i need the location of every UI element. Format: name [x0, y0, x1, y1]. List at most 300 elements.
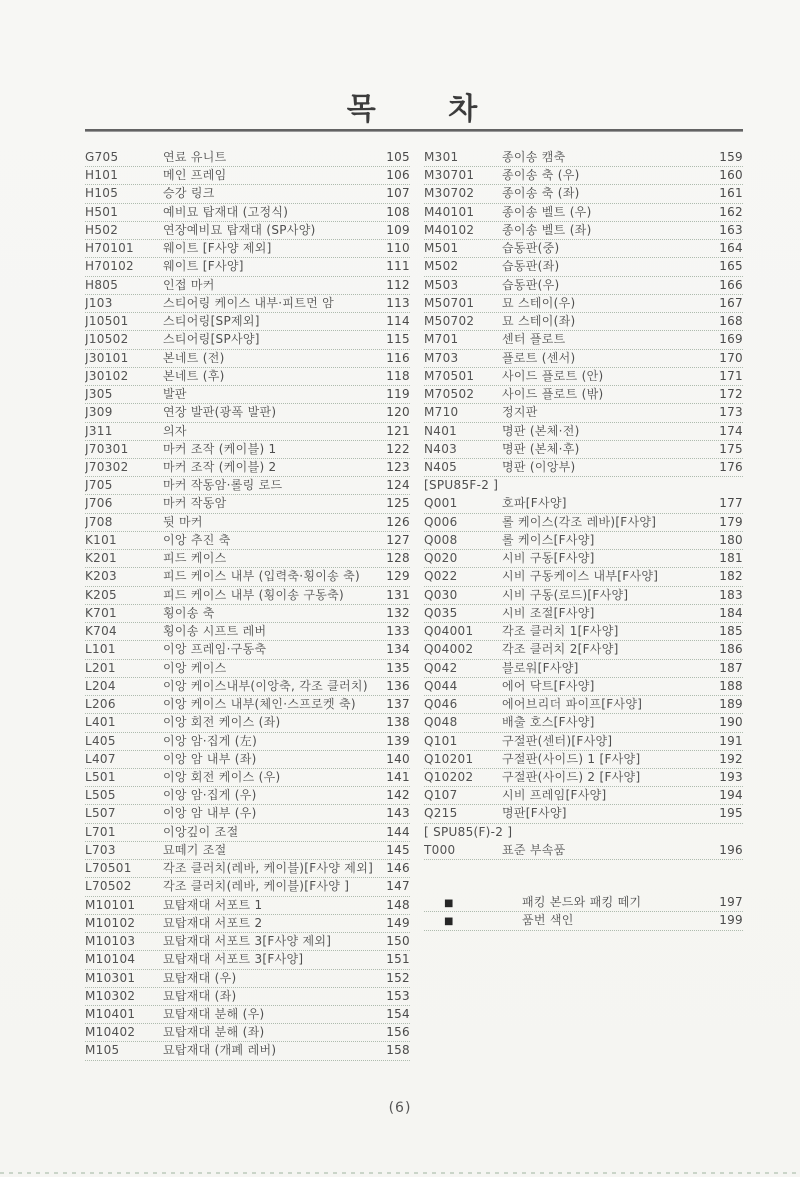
toc-entry [424, 678, 743, 696]
entry-page-number: 196 [719, 842, 743, 857]
entry-page-number: 119 [386, 387, 410, 402]
entry-page-number: 146 [386, 861, 410, 876]
entry-title: 습동판(좌) [502, 259, 560, 274]
toc-entry [85, 733, 410, 751]
entry-title: 묘 스테이(우) [502, 295, 576, 310]
entry-code: K701 [85, 605, 117, 620]
entry-page-number: 171 [719, 368, 743, 383]
toc-entry [424, 912, 743, 930]
entry-page-number: 111 [386, 259, 410, 274]
entry-title: 연장 발판(광폭 발판) [163, 405, 277, 420]
entry-code: H70101 [85, 241, 134, 256]
entry-page-number: 185 [719, 624, 743, 639]
entry-page-number: 160 [719, 168, 743, 183]
entry-code: Q030 [424, 587, 458, 602]
entry-page-number: 181 [719, 551, 743, 566]
entry-code: K201 [85, 551, 117, 566]
entry-page-number: 129 [386, 569, 410, 584]
entry-title: 시비 조절[F사양] [502, 605, 595, 620]
entry-page-number: 183 [719, 587, 743, 602]
toc-entry [424, 623, 743, 641]
entry-title: 묘떼기 조절 [163, 842, 227, 857]
entry-page-number: 112 [386, 277, 410, 292]
entry-page-number: 141 [386, 769, 410, 784]
entry-page-number: 192 [719, 751, 743, 766]
toc-entry [424, 495, 743, 513]
entry-code: M70501 [424, 368, 475, 383]
entry-title: 이앙 암·집게 (左) [163, 733, 258, 748]
entry-code: H101 [85, 168, 119, 183]
entry-code: M105 [85, 1043, 120, 1058]
entry-code: L407 [85, 751, 116, 766]
entry-title: 인접 마커 [163, 277, 215, 292]
entry-code: J103 [85, 295, 113, 310]
toc-entry [85, 568, 410, 586]
entry-page-number: 108 [386, 204, 410, 219]
entry-code: J706 [85, 496, 113, 511]
entry-title: 이앙 케이스 내부(체인·스프로켓 축) [163, 697, 356, 712]
entry-title: 이앙깊이 조절 [163, 824, 239, 839]
entry-title: 롤 케이스[F사양] [502, 532, 595, 547]
entry-page-number: 167 [719, 295, 743, 310]
entry-code: J70301 [85, 441, 129, 456]
toc-entry [424, 459, 743, 477]
toc-entry [85, 824, 410, 842]
entry-title: [ SPU85(F)-2 ] [424, 824, 513, 839]
entry-title: 구절판(사이드) 2 [F사양] [502, 769, 641, 784]
toc-entry [424, 842, 743, 860]
entry-code: Q042 [424, 660, 458, 675]
page-number: (6) [388, 1100, 412, 1116]
entry-code: M703 [424, 350, 459, 365]
entry-title: 뒷 마커 [163, 514, 203, 529]
toc-entry [85, 204, 410, 222]
entry-code: J705 [85, 478, 113, 493]
entry-title: 시비 구동케이스 내부[F사양] [502, 569, 659, 584]
entry-page-number: 179 [719, 514, 743, 529]
entry-title: 구절판(사이드) 1 [F사양] [502, 751, 641, 766]
entry-code: Q008 [424, 532, 458, 547]
entry-code: ■ [444, 916, 454, 928]
entry-page-number: 173 [719, 405, 743, 420]
entry-page-number: 135 [386, 660, 410, 675]
toc-entry [85, 605, 410, 623]
toc-entry [85, 423, 410, 441]
table-of-contents [85, 149, 743, 1061]
page-title: 목 차 [346, 92, 481, 127]
toc-entry [85, 550, 410, 568]
entry-title: 예비묘 탑재대 (고정식) [163, 204, 289, 219]
toc-entry [85, 623, 410, 641]
toc-entry [424, 894, 743, 912]
toc-entry [85, 350, 410, 368]
entry-title: 묘탑재대 분해 (좌) [163, 1025, 265, 1040]
toc-entry [424, 222, 743, 240]
entry-page-number: 148 [386, 897, 410, 912]
entry-page-number: 174 [719, 423, 743, 438]
toc-entry [85, 386, 410, 404]
entry-title: 마커 작동암·롤링 로드 [163, 478, 283, 493]
toc-entry [424, 477, 743, 495]
entry-title: 종이송 축 (좌) [502, 186, 580, 201]
toc-entry [85, 277, 410, 295]
entry-title: 플로트 (센서) [502, 350, 576, 365]
entry-title: 사이드 플로트 (안) [502, 368, 604, 383]
entry-page-number: 133 [386, 624, 410, 639]
entry-title: 묘탑재대 서포트 3[F사양 제외] [163, 934, 332, 949]
entry-title: 구절판(센터)[F사양] [502, 733, 613, 748]
entry-page-number: 191 [719, 733, 743, 748]
entry-code: M10103 [85, 934, 136, 949]
entry-page-number: 193 [719, 769, 743, 784]
toc-entry [85, 696, 410, 714]
entry-title: 품번 색인 [522, 913, 574, 928]
entry-title: 발판 [163, 387, 187, 402]
toc-entry [85, 222, 410, 240]
entry-code: T000 [424, 842, 456, 857]
entry-code: J70302 [85, 459, 129, 474]
toc-entry [85, 532, 410, 550]
entry-title: 명판 (이앙부) [502, 459, 576, 474]
entry-page-number: 151 [386, 952, 410, 967]
entry-page-number: 144 [386, 824, 410, 839]
entry-page-number: 115 [386, 332, 410, 347]
toc-entry [424, 769, 743, 787]
entry-code: K205 [85, 587, 117, 602]
entry-code: J10502 [85, 332, 129, 347]
entry-title: 승강 링크 [163, 186, 215, 201]
entry-page-number: 162 [719, 204, 743, 219]
entry-code: L101 [85, 642, 116, 657]
entry-title: 롤 케이스(각조 레바)[F사양] [502, 514, 657, 529]
toc-entry [85, 1006, 410, 1024]
entry-page-number: 156 [386, 1025, 410, 1040]
toc-entry [424, 167, 743, 185]
entry-code: M30702 [424, 186, 475, 201]
entry-title: 이앙 암·집게 (우) [163, 788, 257, 803]
entry-code: J10501 [85, 314, 129, 329]
entry-title: 스티어링 케이스 내부·피트먼 암 [163, 295, 335, 310]
toc-entry [85, 970, 410, 988]
entry-title: 묘탑재대 서포트 3[F사양] [163, 952, 304, 967]
scan-edge-artifact [0, 1172, 800, 1174]
toc-entry [424, 204, 743, 222]
entry-page-number: 194 [719, 788, 743, 803]
entry-title: 마커 작동암 [163, 496, 227, 511]
entry-page-number: 137 [386, 697, 410, 712]
entry-page-number: 134 [386, 642, 410, 657]
entry-page-number: 170 [719, 350, 743, 365]
toc-entry [424, 313, 743, 331]
entry-code: H502 [85, 222, 119, 237]
entry-title: 배출 호스[F사양] [502, 715, 595, 730]
entry-code: J30101 [85, 350, 129, 365]
toc-entry [424, 149, 743, 167]
toc-entry [85, 714, 410, 732]
entry-title: 습동판(중) [502, 241, 560, 256]
toc-entry [85, 295, 410, 313]
entry-page-number: 184 [719, 605, 743, 620]
entry-title: 시비 구동(로드)[F사양] [502, 587, 629, 602]
toc-entry [424, 696, 743, 714]
toc-entry [424, 185, 743, 203]
entry-page-number: 166 [719, 277, 743, 292]
entry-title: 메인 프레임 [163, 168, 227, 183]
entry-code: M30701 [424, 168, 475, 183]
toc-entry [424, 331, 743, 349]
entry-title: 정지판 [502, 405, 538, 420]
entry-code: L701 [85, 824, 116, 839]
entry-page-number: 161 [719, 186, 743, 201]
toc-entry [424, 350, 743, 368]
entry-title: 이앙 회전 케이스 (좌) [163, 715, 281, 730]
entry-code: M10104 [85, 952, 136, 967]
entry-title: 마커 조작 (케이블) 2 [163, 459, 277, 474]
entry-code: K704 [85, 624, 117, 639]
toc-entry [424, 860, 743, 894]
entry-title: 각조 클러치(레바, 케이블)[F사양 제외] [163, 861, 374, 876]
entry-page-number: 168 [719, 314, 743, 329]
entry-title: 마커 조작 (케이블) 1 [163, 441, 277, 456]
entry-title: 피드 케이스 내부 (입력축·횡이송 축) [163, 569, 361, 584]
entry-code: J708 [85, 514, 113, 529]
toc-entry [85, 787, 410, 805]
entry-title: 묘탑재대 서포트 1 [163, 897, 263, 912]
toc-entry [424, 824, 743, 842]
toc-entry [85, 258, 410, 276]
entry-code: H105 [85, 186, 119, 201]
entry-title: 표준 부속품 [502, 842, 566, 857]
entry-code: L703 [85, 842, 116, 857]
toc-entry [85, 860, 410, 878]
entry-code: J305 [85, 387, 113, 402]
entry-code: Q035 [424, 605, 458, 620]
entry-code: L401 [85, 715, 116, 730]
entry-title: 종이송 축 (우) [502, 168, 580, 183]
entry-title: 이앙 암 내부 (우) [163, 806, 257, 821]
entry-page-number: 123 [386, 459, 410, 474]
toc-entry [85, 897, 410, 915]
entry-page-number: 122 [386, 441, 410, 456]
entry-page-number: 150 [386, 934, 410, 949]
toc-entry [85, 495, 410, 513]
entry-title: 본네트 (전) [163, 350, 225, 365]
entry-code: K101 [85, 532, 117, 547]
entry-page-number: 136 [386, 678, 410, 693]
entry-code: Q001 [424, 496, 458, 511]
toc-entry [424, 805, 743, 823]
entry-code: M40101 [424, 204, 475, 219]
entry-code: L206 [85, 697, 116, 712]
entry-page-number: 154 [386, 1007, 410, 1022]
entry-page-number: 176 [719, 459, 743, 474]
entry-code: L405 [85, 733, 116, 748]
entry-title: [SPU85F-2 ] [424, 478, 499, 493]
toc-entry [85, 915, 410, 933]
entry-title: 이앙 회전 케이스 (우) [163, 769, 281, 784]
entry-code: Q046 [424, 697, 458, 712]
entry-title: 이앙 프레임·구동축 [163, 642, 267, 657]
entry-code: M701 [424, 332, 459, 347]
entry-page-number: 153 [386, 988, 410, 1003]
toc-entry [85, 951, 410, 969]
toc-entry [424, 423, 743, 441]
entry-page-number: 142 [386, 788, 410, 803]
entry-code: M50702 [424, 314, 475, 329]
toc-entry [424, 550, 743, 568]
entry-page-number: 116 [386, 350, 410, 365]
toc-entry [85, 678, 410, 696]
toc-entry [424, 368, 743, 386]
entry-code: N403 [424, 441, 458, 456]
entry-title: 종이송 벨트 (좌) [502, 222, 592, 237]
toc-entry [424, 787, 743, 805]
toc-entry [85, 441, 410, 459]
entry-page-number: 163 [719, 222, 743, 237]
entry-code: H805 [85, 277, 119, 292]
entry-code: M710 [424, 405, 459, 420]
entry-code: Q048 [424, 715, 458, 730]
toc-right-column [424, 149, 743, 1061]
toc-entry [85, 331, 410, 349]
toc-entry [85, 660, 410, 678]
entry-title: 의자 [163, 423, 187, 438]
entry-title: 묘탑재대 서포트 2 [163, 915, 263, 930]
toc-entry [85, 878, 410, 896]
entry-title: 시비 프레임[F사양] [502, 788, 607, 803]
entry-title: 묘탑재대 분해 (우) [163, 1007, 265, 1022]
entry-code: M50701 [424, 295, 475, 310]
entry-code: Q10202 [424, 769, 474, 784]
entry-code: L507 [85, 806, 116, 821]
entry-code: M501 [424, 241, 459, 256]
entry-page-number: 143 [386, 806, 410, 821]
toc-entry [424, 240, 743, 258]
toc-entry [85, 1042, 410, 1060]
toc-left-column [85, 149, 410, 1061]
entry-page-number: 131 [386, 587, 410, 602]
entry-title: 연료 유니트 [163, 150, 227, 164]
entry-code: Q107 [424, 788, 458, 803]
entry-code: Q020 [424, 551, 458, 566]
toc-entry [85, 769, 410, 787]
toc-entry [85, 514, 410, 532]
entry-title: 묘탑재대 (개폐 레버) [163, 1043, 277, 1058]
entry-page-number: 109 [386, 222, 410, 237]
toc-entry [424, 751, 743, 769]
toc-entry [424, 714, 743, 732]
entry-code: N405 [424, 459, 458, 474]
toc-entry [85, 933, 410, 951]
toc-entry [85, 167, 410, 185]
entry-page-number: 172 [719, 387, 743, 402]
entry-title: 습동판(우) [502, 277, 560, 292]
entry-title: 이앙 추진 축 [163, 532, 231, 547]
toc-entry [424, 605, 743, 623]
toc-entry [424, 532, 743, 550]
entry-page-number: 106 [386, 168, 410, 183]
entry-title: 묘탑재대 (좌) [163, 988, 237, 1003]
toc-entry [85, 988, 410, 1006]
toc-entry [85, 185, 410, 203]
entry-page-number: 105 [386, 150, 410, 164]
toc-entry [424, 277, 743, 295]
entry-title: 피드 케이스 내부 (횡이송 구동축) [163, 587, 345, 602]
entry-page-number: 107 [386, 186, 410, 201]
toc-entry [85, 404, 410, 422]
entry-page-number: 189 [719, 697, 743, 712]
entry-page-number: 127 [386, 532, 410, 547]
entry-code: M502 [424, 259, 459, 274]
entry-code: Q04002 [424, 642, 474, 657]
entry-code: L204 [85, 678, 116, 693]
toc-entry [85, 313, 410, 331]
entry-code: N401 [424, 423, 458, 438]
entry-title: 본네트 (후) [163, 368, 225, 383]
entry-page-number: 138 [386, 715, 410, 730]
entry-title: 종이송 벨트 (우) [502, 204, 592, 219]
title-divider [85, 129, 743, 132]
entry-code: Q044 [424, 678, 458, 693]
entry-code: Q101 [424, 733, 458, 748]
entry-code: G705 [85, 150, 119, 164]
entry-title: 스티어링[SP사양] [163, 332, 260, 347]
entry-code: M10302 [85, 988, 136, 1003]
entry-title: 에어 닥트[F사양] [502, 678, 595, 693]
entry-code: Q215 [424, 806, 458, 821]
entry-code: M10402 [85, 1025, 136, 1040]
entry-page-number: 158 [386, 1043, 410, 1058]
entry-page-number: 110 [386, 241, 410, 256]
entry-title: 호파[F사양] [502, 496, 567, 511]
entry-code: M503 [424, 277, 459, 292]
entry-title: 각조 클러치 1[F사양] [502, 624, 619, 639]
entry-code: M10401 [85, 1007, 136, 1022]
toc-entry [85, 368, 410, 386]
entry-title: 이앙 케이스내부(이앙축, 각조 클러치) [163, 678, 368, 693]
entry-page-number: 152 [386, 970, 410, 985]
toc-entry [424, 587, 743, 605]
toc-entry [424, 660, 743, 678]
entry-title: 명판[F사양] [502, 806, 567, 821]
entry-title: 각조 클러치(레바, 케이블)[F사양 ] [163, 879, 350, 894]
entry-code: Q04001 [424, 624, 474, 639]
entry-code: M70502 [424, 387, 475, 402]
entry-title: 명판 (본체·후) [502, 441, 580, 456]
entry-page-number: 164 [719, 241, 743, 256]
toc-entry [424, 404, 743, 422]
entry-title: 에어브리더 파이프[F사양] [502, 697, 643, 712]
entry-code: J30102 [85, 368, 129, 383]
toc-entry [85, 1024, 410, 1042]
entry-code: L505 [85, 788, 116, 803]
entry-title: 종이송 캠축 [502, 150, 566, 164]
entry-code: L70501 [85, 861, 132, 876]
entry-page-number: 139 [386, 733, 410, 748]
entry-page-number: 195 [719, 806, 743, 821]
entry-code: M10102 [85, 915, 136, 930]
entry-page-number: 145 [386, 842, 410, 857]
entry-code: L501 [85, 769, 116, 784]
entry-page-number: 120 [386, 405, 410, 420]
entry-page-number: 199 [719, 913, 743, 928]
entry-code: L201 [85, 660, 116, 675]
entry-page-number: 186 [719, 642, 743, 657]
entry-title: 각조 클러치 2[F사양] [502, 642, 619, 657]
entry-title: 블로워[F사양] [502, 660, 579, 675]
entry-page-number: 182 [719, 569, 743, 584]
toc-entry [85, 240, 410, 258]
